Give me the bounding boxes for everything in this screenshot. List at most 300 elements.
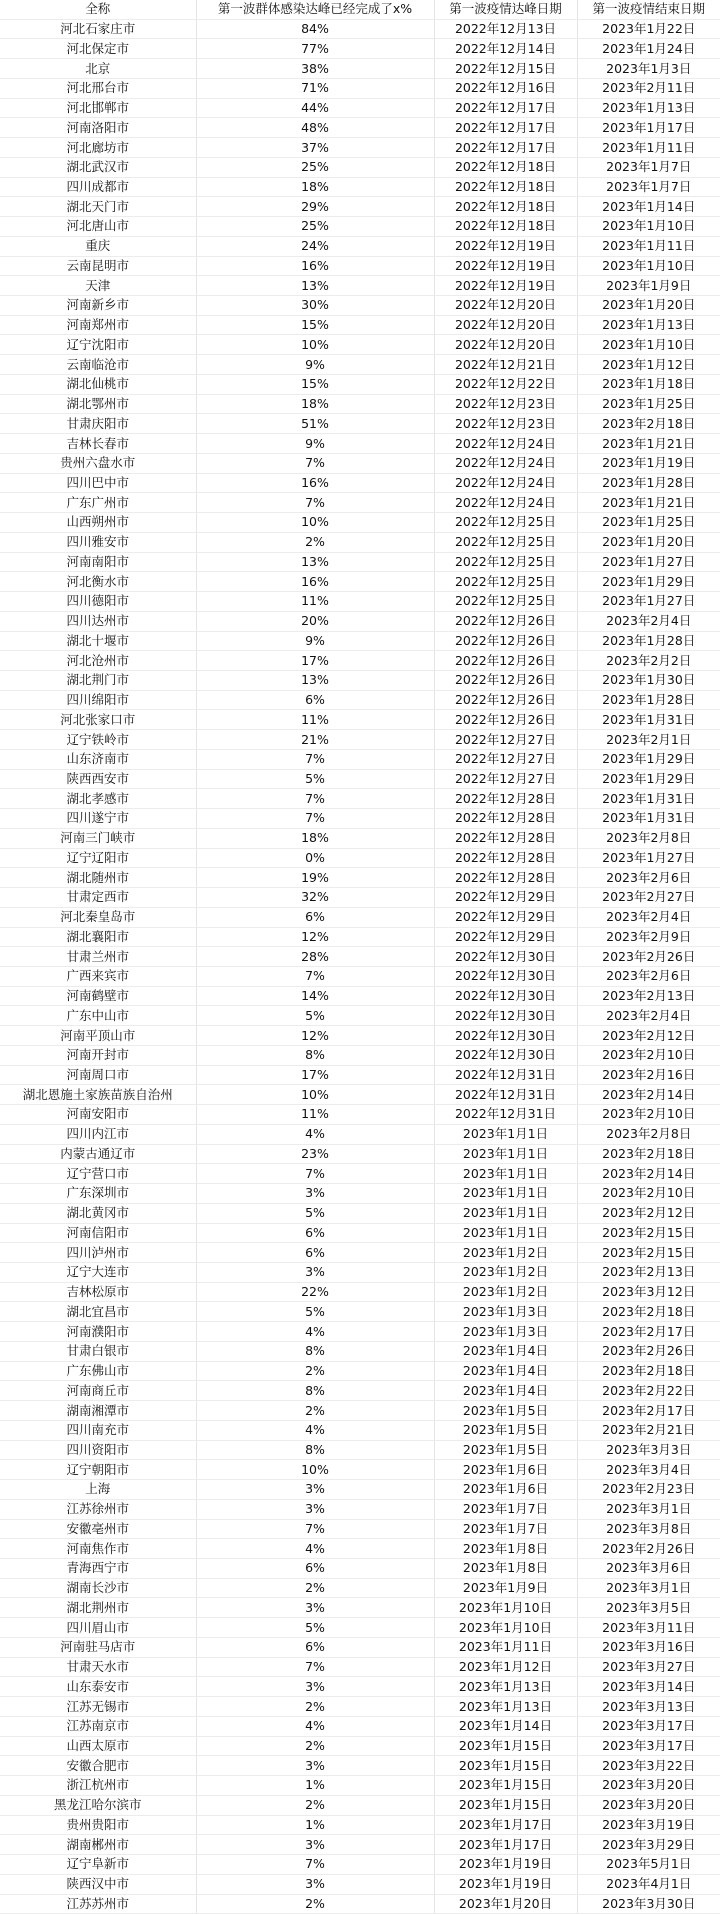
table-row [0, 1499, 720, 1519]
city-name-cell: 四川德阳市 [0, 592, 196, 612]
end-date-cell: 2023年2月8日 [577, 1124, 720, 1144]
city-name-cell: 甘肃白银市 [0, 1341, 196, 1361]
end-date-cell: 2023年1月18日 [577, 374, 720, 394]
table-row [0, 1006, 720, 1026]
end-date-cell: 2023年1月10日 [577, 217, 720, 237]
peak-date-cell: 2023年1月10日 [434, 1618, 577, 1638]
end-date-cell: 2023年1月27日 [577, 552, 720, 572]
end-date-cell: 2023年1月21日 [577, 493, 720, 513]
table-row [0, 611, 720, 631]
table-row [0, 1124, 720, 1144]
city-name-cell: 江苏南京市 [0, 1716, 196, 1736]
peak-date-cell: 2022年12月19日 [434, 276, 577, 296]
end-date-cell: 2023年1月11日 [577, 138, 720, 158]
infection-percent-cell: 5% [196, 1203, 434, 1223]
infection-percent-cell: 25% [196, 217, 434, 237]
peak-date-cell: 2022年12月30日 [434, 947, 577, 967]
infection-percent-cell: 14% [196, 986, 434, 1006]
city-name-cell: 北京 [0, 59, 196, 79]
infection-percent-cell: 12% [196, 927, 434, 947]
end-date-cell: 2023年2月26日 [577, 1341, 720, 1361]
peak-date-cell: 2022年12月26日 [434, 690, 577, 710]
infection-percent-cell: 3% [196, 1499, 434, 1519]
peak-date-cell: 2022年12月15日 [434, 59, 577, 79]
table-row [0, 236, 720, 256]
city-name-cell: 河北沧州市 [0, 651, 196, 671]
peak-date-cell: 2022年12月17日 [434, 138, 577, 158]
end-date-cell: 2023年3月19日 [577, 1815, 720, 1835]
city-name-cell: 河北张家口市 [0, 710, 196, 730]
table-row [0, 670, 720, 690]
infection-percent-cell: 2% [196, 1697, 434, 1717]
end-date-cell: 2023年2月18日 [577, 1361, 720, 1381]
city-name-cell: 山东泰安市 [0, 1677, 196, 1697]
peak-date-cell: 2022年12月29日 [434, 907, 577, 927]
infection-percent-cell: 71% [196, 78, 434, 98]
peak-date-cell: 2023年1月20日 [434, 1894, 577, 1914]
table-row [0, 296, 720, 316]
table-row [0, 730, 720, 750]
infection-percent-cell: 13% [196, 552, 434, 572]
infection-percent-cell: 6% [196, 690, 434, 710]
end-date-cell: 2023年2月16日 [577, 1065, 720, 1085]
peak-date-cell: 2023年1月17日 [434, 1815, 577, 1835]
infection-percent-cell: 16% [196, 473, 434, 493]
peak-date-cell: 2023年1月17日 [434, 1835, 577, 1855]
end-date-cell: 2023年3月12日 [577, 1282, 720, 1302]
table-row [0, 828, 720, 848]
city-name-cell: 辽宁营口市 [0, 1164, 196, 1184]
infection-percent-cell: 6% [196, 1559, 434, 1579]
table-row [0, 1618, 720, 1638]
city-name-cell: 河南新乡市 [0, 296, 196, 316]
table-row [0, 513, 720, 533]
end-date-cell: 2023年2月8日 [577, 828, 720, 848]
peak-date-cell: 2022年12月27日 [434, 769, 577, 789]
end-date-cell: 2023年3月3日 [577, 1440, 720, 1460]
table-row [0, 1184, 720, 1204]
table-row [0, 1559, 720, 1579]
peak-date-cell: 2023年1月15日 [434, 1795, 577, 1815]
table-row [0, 907, 720, 927]
end-date-cell: 2023年2月12日 [577, 1026, 720, 1046]
city-name-cell: 黑龙江哈尔滨市 [0, 1795, 196, 1815]
city-name-cell: 河北秦皇岛市 [0, 907, 196, 927]
end-date-cell: 2023年2月15日 [577, 1243, 720, 1263]
infection-percent-cell: 4% [196, 1124, 434, 1144]
table-row [0, 552, 720, 572]
infection-percent-cell: 77% [196, 39, 434, 59]
infection-percent-cell: 9% [196, 434, 434, 454]
table-row [0, 572, 720, 592]
end-date-cell: 2023年2月13日 [577, 1263, 720, 1283]
city-name-cell: 河北石家庄市 [0, 19, 196, 39]
city-name-cell: 四川资阳市 [0, 1440, 196, 1460]
peak-date-cell: 2023年1月11日 [434, 1637, 577, 1657]
end-date-cell: 2023年1月20日 [577, 532, 720, 552]
city-name-cell: 四川雅安市 [0, 532, 196, 552]
city-name-cell: 四川眉山市 [0, 1618, 196, 1638]
city-name-cell: 辽宁阜新市 [0, 1855, 196, 1875]
peak-date-cell: 2023年1月2日 [434, 1282, 577, 1302]
city-name-cell: 湖北鄂州市 [0, 394, 196, 414]
end-date-cell: 2023年1月19日 [577, 453, 720, 473]
city-name-cell: 河北衡水市 [0, 572, 196, 592]
table-row [0, 1105, 720, 1125]
table-row [0, 592, 720, 612]
city-name-cell: 河南驻马店市 [0, 1637, 196, 1657]
end-date-cell: 2023年3月29日 [577, 1835, 720, 1855]
table-row [0, 1835, 720, 1855]
end-date-cell: 2023年2月6日 [577, 868, 720, 888]
city-name-cell: 江苏苏州市 [0, 1894, 196, 1914]
end-date-cell: 2023年2月17日 [577, 1401, 720, 1421]
peak-date-cell: 2023年1月6日 [434, 1460, 577, 1480]
infection-percent-cell: 28% [196, 947, 434, 967]
peak-date-cell: 2022年12月28日 [434, 828, 577, 848]
infection-percent-cell: 3% [196, 1835, 434, 1855]
table-row [0, 276, 720, 296]
end-date-cell: 2023年2月11日 [577, 78, 720, 98]
end-date-cell: 2023年2月2日 [577, 651, 720, 671]
end-date-cell: 2023年2月18日 [577, 1144, 720, 1164]
table-row [0, 1460, 720, 1480]
header-end-date: 第一波疫情结束日期 [577, 0, 720, 19]
infection-percent-cell: 6% [196, 907, 434, 927]
infection-percent-cell: 48% [196, 118, 434, 138]
city-name-cell: 河南商丘市 [0, 1381, 196, 1401]
city-name-cell: 湖北宜昌市 [0, 1302, 196, 1322]
table-row [0, 809, 720, 829]
peak-date-cell: 2022年12月28日 [434, 868, 577, 888]
city-name-cell: 河北邯郸市 [0, 98, 196, 118]
city-name-cell: 甘肃定西市 [0, 888, 196, 908]
table-row [0, 98, 720, 118]
infection-percent-cell: 8% [196, 1341, 434, 1361]
peak-date-cell: 2022年12月20日 [434, 296, 577, 316]
peak-date-cell: 2023年1月9日 [434, 1578, 577, 1598]
table-row [0, 434, 720, 454]
end-date-cell: 2023年2月10日 [577, 1105, 720, 1125]
peak-date-cell: 2022年12月18日 [434, 157, 577, 177]
table-row [0, 493, 720, 513]
city-name-cell: 吉林长春市 [0, 434, 196, 454]
city-name-cell: 湖南长沙市 [0, 1578, 196, 1598]
infection-percent-cell: 37% [196, 138, 434, 158]
infection-percent-cell: 38% [196, 59, 434, 79]
header-peak-date: 第一波疫情达峰日期 [434, 0, 577, 19]
peak-date-cell: 2022年12月26日 [434, 670, 577, 690]
table-row [0, 1026, 720, 1046]
peak-date-cell: 2022年12月16日 [434, 78, 577, 98]
end-date-cell: 2023年2月17日 [577, 1322, 720, 1342]
end-date-cell: 2023年2月10日 [577, 1045, 720, 1065]
end-date-cell: 2023年1月10日 [577, 256, 720, 276]
city-name-cell: 云南昆明市 [0, 256, 196, 276]
peak-date-cell: 2022年12月30日 [434, 1006, 577, 1026]
infection-percent-cell: 29% [196, 197, 434, 217]
peak-date-cell: 2022年12月23日 [434, 394, 577, 414]
peak-date-cell: 2022年12月26日 [434, 611, 577, 631]
end-date-cell: 2023年1月20日 [577, 296, 720, 316]
peak-date-cell: 2023年1月1日 [434, 1144, 577, 1164]
table-row [0, 217, 720, 237]
city-name-cell: 河南安阳市 [0, 1105, 196, 1125]
infection-percent-cell: 22% [196, 1282, 434, 1302]
city-name-cell: 河南开封市 [0, 1045, 196, 1065]
peak-date-cell: 2023年1月13日 [434, 1697, 577, 1717]
infection-percent-cell: 16% [196, 256, 434, 276]
table-row [0, 177, 720, 197]
city-name-cell: 广东深圳市 [0, 1184, 196, 1204]
end-date-cell: 2023年1月22日 [577, 19, 720, 39]
infection-percent-cell: 8% [196, 1381, 434, 1401]
table-row [0, 1855, 720, 1875]
end-date-cell: 2023年2月21日 [577, 1420, 720, 1440]
table-body [0, 19, 720, 1914]
table-row [0, 1657, 720, 1677]
table-row [0, 1302, 720, 1322]
infection-percent-cell: 10% [196, 1460, 434, 1480]
table-row [0, 1282, 720, 1302]
table-row [0, 414, 720, 434]
peak-date-cell: 2022年12月13日 [434, 19, 577, 39]
table-row [0, 966, 720, 986]
end-date-cell: 2023年2月26日 [577, 1539, 720, 1559]
city-name-cell: 辽宁铁岭市 [0, 730, 196, 750]
end-date-cell: 2023年4月1日 [577, 1874, 720, 1894]
table-row [0, 1085, 720, 1105]
end-date-cell: 2023年2月27日 [577, 888, 720, 908]
city-name-cell: 天津 [0, 276, 196, 296]
city-name-cell: 内蒙古通辽市 [0, 1144, 196, 1164]
end-date-cell: 2023年1月27日 [577, 592, 720, 612]
table-row [0, 118, 720, 138]
infection-percent-cell: 44% [196, 98, 434, 118]
infection-percent-cell: 7% [196, 749, 434, 769]
table-row [0, 1480, 720, 1500]
city-name-cell: 湖北恩施土家族苗族自治州 [0, 1085, 196, 1105]
peak-date-cell: 2023年1月1日 [434, 1164, 577, 1184]
peak-date-cell: 2022年12月31日 [434, 1065, 577, 1085]
peak-date-cell: 2023年1月15日 [434, 1756, 577, 1776]
infection-percent-cell: 3% [196, 1874, 434, 1894]
peak-date-cell: 2023年1月5日 [434, 1401, 577, 1421]
city-name-cell: 湖南湘潭市 [0, 1401, 196, 1421]
infection-percent-cell: 5% [196, 769, 434, 789]
peak-date-cell: 2022年12月27日 [434, 749, 577, 769]
infection-percent-cell: 16% [196, 572, 434, 592]
peak-date-cell: 2023年1月4日 [434, 1361, 577, 1381]
table-row [0, 1440, 720, 1460]
infection-percent-cell: 2% [196, 1894, 434, 1914]
city-name-cell: 河南平顶山市 [0, 1026, 196, 1046]
city-name-cell: 四川遂宁市 [0, 809, 196, 829]
end-date-cell: 2023年3月14日 [577, 1677, 720, 1697]
table-row [0, 157, 720, 177]
city-name-cell: 广东广州市 [0, 493, 196, 513]
peak-date-cell: 2022年12月18日 [434, 197, 577, 217]
city-name-cell: 四川达州市 [0, 611, 196, 631]
end-date-cell: 2023年2月4日 [577, 611, 720, 631]
city-name-cell: 广西来宾市 [0, 966, 196, 986]
end-date-cell: 2023年1月28日 [577, 631, 720, 651]
city-name-cell: 四川成都市 [0, 177, 196, 197]
end-date-cell: 2023年1月31日 [577, 809, 720, 829]
table-row [0, 197, 720, 217]
peak-date-cell: 2023年1月6日 [434, 1480, 577, 1500]
peak-date-cell: 2023年1月7日 [434, 1519, 577, 1539]
table-row [0, 769, 720, 789]
table-row [0, 1894, 720, 1914]
city-name-cell: 辽宁朝阳市 [0, 1460, 196, 1480]
infection-percent-cell: 19% [196, 868, 434, 888]
infection-percent-cell: 18% [196, 828, 434, 848]
table-row [0, 1263, 720, 1283]
city-name-cell: 河北唐山市 [0, 217, 196, 237]
peak-date-cell: 2022年12月25日 [434, 513, 577, 533]
end-date-cell: 2023年2月9日 [577, 927, 720, 947]
table-row [0, 1519, 720, 1539]
city-name-cell: 河北保定市 [0, 39, 196, 59]
end-date-cell: 2023年2月14日 [577, 1085, 720, 1105]
peak-date-cell: 2023年1月1日 [434, 1203, 577, 1223]
city-name-cell: 河南信阳市 [0, 1223, 196, 1243]
peak-date-cell: 2023年1月4日 [434, 1341, 577, 1361]
infection-percent-cell: 9% [196, 631, 434, 651]
infection-percent-cell: 7% [196, 789, 434, 809]
peak-date-cell: 2022年12月18日 [434, 177, 577, 197]
table-row [0, 631, 720, 651]
end-date-cell: 2023年1月30日 [577, 670, 720, 690]
end-date-cell: 2023年5月1日 [577, 1855, 720, 1875]
infection-percent-cell: 7% [196, 453, 434, 473]
table-row [0, 394, 720, 414]
peak-date-cell: 2023年1月7日 [434, 1499, 577, 1519]
city-name-cell: 湖北黄冈市 [0, 1203, 196, 1223]
peak-date-cell: 2022年12月31日 [434, 1085, 577, 1105]
end-date-cell: 2023年2月12日 [577, 1203, 720, 1223]
infection-percent-cell: 3% [196, 1756, 434, 1776]
peak-date-cell: 2022年12月24日 [434, 434, 577, 454]
peak-date-cell: 2023年1月1日 [434, 1184, 577, 1204]
peak-date-cell: 2023年1月3日 [434, 1322, 577, 1342]
city-name-cell: 吉林松原市 [0, 1282, 196, 1302]
infection-percent-cell: 5% [196, 1302, 434, 1322]
end-date-cell: 2023年1月14日 [577, 197, 720, 217]
city-name-cell: 山西朔州市 [0, 513, 196, 533]
peak-date-cell: 2023年1月2日 [434, 1243, 577, 1263]
table-row [0, 789, 720, 809]
city-name-cell: 四川绵阳市 [0, 690, 196, 710]
table-row [0, 1341, 720, 1361]
city-name-cell: 贵州六盘水市 [0, 453, 196, 473]
peak-date-cell: 2022年12月17日 [434, 118, 577, 138]
end-date-cell: 2023年1月7日 [577, 157, 720, 177]
table-row [0, 690, 720, 710]
infection-percent-cell: 4% [196, 1716, 434, 1736]
peak-date-cell: 2023年1月8日 [434, 1539, 577, 1559]
table-row [0, 1874, 720, 1894]
infection-percent-cell: 24% [196, 236, 434, 256]
end-date-cell: 2023年3月16日 [577, 1637, 720, 1657]
infection-percent-cell: 5% [196, 1618, 434, 1638]
peak-date-cell: 2022年12月25日 [434, 532, 577, 552]
infection-percent-cell: 11% [196, 592, 434, 612]
peak-date-cell: 2023年1月3日 [434, 1302, 577, 1322]
end-date-cell: 2023年1月25日 [577, 513, 720, 533]
end-date-cell: 2023年3月1日 [577, 1578, 720, 1598]
infection-percent-cell: 13% [196, 276, 434, 296]
table-row [0, 947, 720, 967]
end-date-cell: 2023年1月11日 [577, 236, 720, 256]
peak-date-cell: 2022年12月28日 [434, 848, 577, 868]
peak-date-cell: 2023年1月15日 [434, 1776, 577, 1796]
table-row [0, 1045, 720, 1065]
peak-date-cell: 2023年1月19日 [434, 1855, 577, 1875]
end-date-cell: 2023年2月18日 [577, 414, 720, 434]
end-date-cell: 2023年3月8日 [577, 1519, 720, 1539]
end-date-cell: 2023年1月17日 [577, 118, 720, 138]
end-date-cell: 2023年1月9日 [577, 276, 720, 296]
table-row [0, 256, 720, 276]
end-date-cell: 2023年3月1日 [577, 1499, 720, 1519]
city-name-cell: 四川泸州市 [0, 1243, 196, 1263]
table-row [0, 1716, 720, 1736]
table-row [0, 1677, 720, 1697]
infection-percent-cell: 2% [196, 532, 434, 552]
table-row [0, 1815, 720, 1835]
table-row [0, 59, 720, 79]
infection-percent-cell: 4% [196, 1322, 434, 1342]
infection-percent-cell: 6% [196, 1223, 434, 1243]
city-name-cell: 江苏无锡市 [0, 1697, 196, 1717]
peak-date-cell: 2022年12月18日 [434, 217, 577, 237]
city-name-cell: 甘肃天水市 [0, 1657, 196, 1677]
table-row [0, 19, 720, 39]
infection-percent-cell: 17% [196, 1065, 434, 1085]
infection-percent-cell: 17% [196, 651, 434, 671]
table-row [0, 1756, 720, 1776]
peak-date-cell: 2022年12月30日 [434, 1045, 577, 1065]
infection-percent-cell: 11% [196, 1105, 434, 1125]
infection-percent-cell: 25% [196, 157, 434, 177]
table-row [0, 1243, 720, 1263]
infection-percent-cell: 1% [196, 1815, 434, 1835]
end-date-cell: 2023年1月29日 [577, 769, 720, 789]
city-name-cell: 辽宁辽阳市 [0, 848, 196, 868]
city-name-cell: 浙江杭州市 [0, 1776, 196, 1796]
infection-percent-cell: 18% [196, 177, 434, 197]
infection-percent-cell: 1% [196, 1776, 434, 1796]
peak-date-cell: 2023年1月8日 [434, 1559, 577, 1579]
city-name-cell: 河北邢台市 [0, 78, 196, 98]
end-date-cell: 2023年1月31日 [577, 710, 720, 730]
peak-date-cell: 2022年12月19日 [434, 256, 577, 276]
infection-percent-cell: 5% [196, 1006, 434, 1026]
peak-date-cell: 2022年12月25日 [434, 592, 577, 612]
end-date-cell: 2023年2月22日 [577, 1381, 720, 1401]
end-date-cell: 2023年1月7日 [577, 177, 720, 197]
infection-percent-cell: 7% [196, 966, 434, 986]
city-name-cell: 贵州贵阳市 [0, 1815, 196, 1835]
table-row [0, 1697, 720, 1717]
city-name-cell: 四川巴中市 [0, 473, 196, 493]
infection-percent-cell: 2% [196, 1361, 434, 1381]
table-row [0, 1144, 720, 1164]
city-name-cell: 江苏徐州市 [0, 1499, 196, 1519]
peak-date-cell: 2023年1月10日 [434, 1598, 577, 1618]
